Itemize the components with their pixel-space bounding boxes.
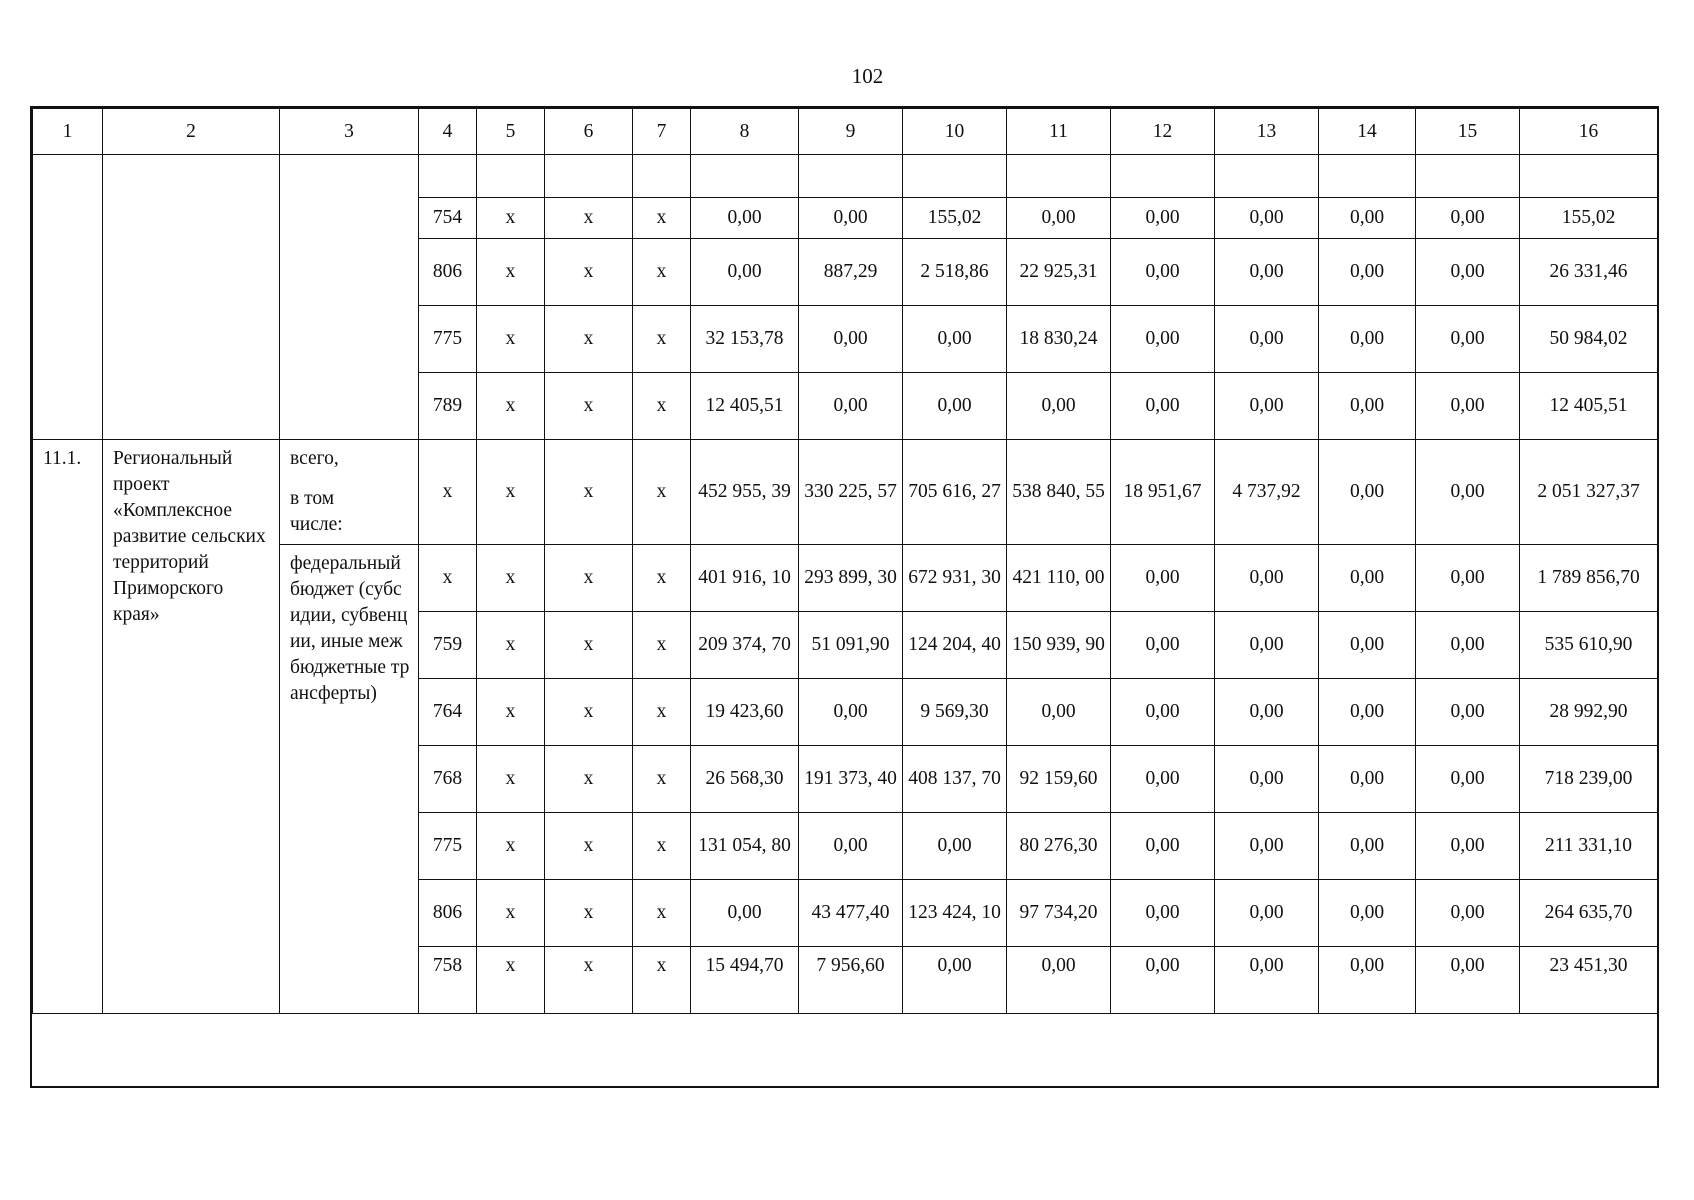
cell-c6: x <box>545 813 633 880</box>
header-cell-9: 9 <box>799 109 903 155</box>
cell-c13: 0,00 <box>1215 306 1319 373</box>
cell-c11: 80 276,30 <box>1007 813 1111 880</box>
cell-c12: 0,00 <box>1111 198 1215 239</box>
cell-c5: x <box>477 440 545 545</box>
cell-c9: 0,00 <box>799 198 903 239</box>
cell-c10: 0,00 <box>903 813 1007 880</box>
cell-c14: 0,00 <box>1319 746 1416 813</box>
cell-c7: x <box>633 947 691 1014</box>
cell-empty <box>1319 155 1416 198</box>
cell-c8: 0,00 <box>691 198 799 239</box>
header-cell-12: 12 <box>1111 109 1215 155</box>
cell-empty <box>1007 155 1111 198</box>
cell-c10: 705 616, 27 <box>903 440 1007 545</box>
cell-c5: x <box>477 545 545 612</box>
cell-c12: 18 951,67 <box>1111 440 1215 545</box>
cell-c8: 452 955, 39 <box>691 440 799 545</box>
cell-c4: 758 <box>419 947 477 1014</box>
cell-c11: 92 159,60 <box>1007 746 1111 813</box>
header-cell-11: 11 <box>1007 109 1111 155</box>
cell-c16: 264 635,70 <box>1520 880 1658 947</box>
header-cell-5: 5 <box>477 109 545 155</box>
cell-c7: x <box>633 880 691 947</box>
cell-empty <box>799 155 903 198</box>
cell-c9: 0,00 <box>799 306 903 373</box>
cell-c8: 26 568,30 <box>691 746 799 813</box>
cell-c9: 0,00 <box>799 679 903 746</box>
cell-c15: 0,00 <box>1416 440 1520 545</box>
cell-c16: 50 984,02 <box>1520 306 1658 373</box>
total-label-main: всего, <box>290 448 339 469</box>
cell-c5: x <box>477 746 545 813</box>
cell-c11: 18 830,24 <box>1007 306 1111 373</box>
cell-c15: 0,00 <box>1416 239 1520 306</box>
header-cell-7: 7 <box>633 109 691 155</box>
header-cell-8: 8 <box>691 109 799 155</box>
cell-c14: 0,00 <box>1319 679 1416 746</box>
cell-c12: 0,00 <box>1111 813 1215 880</box>
cell-c4: 775 <box>419 306 477 373</box>
page-number: 102 <box>851 64 884 88</box>
cell-c5: x <box>477 306 545 373</box>
cell-c15: 0,00 <box>1416 746 1520 813</box>
cell-c5: x <box>477 880 545 947</box>
cell-c6: x <box>545 947 633 1014</box>
cell-c15: 0,00 <box>1416 545 1520 612</box>
cell-c12: 0,00 <box>1111 679 1215 746</box>
cell-c16: 26 331,46 <box>1520 239 1658 306</box>
cell-c14: 0,00 <box>1319 813 1416 880</box>
total-label <box>280 440 419 545</box>
budget-table <box>32 108 1658 1014</box>
header-cell-3: 3 <box>280 109 419 155</box>
cell-c14: 0,00 <box>1319 612 1416 679</box>
cell-c13: 0,00 <box>1215 612 1319 679</box>
cell-c16: 211 331,10 <box>1520 813 1658 880</box>
cell-empty <box>903 155 1007 198</box>
cell-c14: 0,00 <box>1319 545 1416 612</box>
cell-c7: x <box>633 198 691 239</box>
cell-c12: 0,00 <box>1111 306 1215 373</box>
cell-c6: x <box>545 373 633 440</box>
cell-c7: x <box>633 813 691 880</box>
cell-c9: 191 373, 40 <box>799 746 903 813</box>
cell-c10: 0,00 <box>903 947 1007 1014</box>
cell-c7: x <box>633 306 691 373</box>
header-cell-4: 4 <box>419 109 477 155</box>
cell-c16: 535 610,90 <box>1520 612 1658 679</box>
cell-c15: 0,00 <box>1416 612 1520 679</box>
cell-empty <box>1111 155 1215 198</box>
cell-c9: 0,00 <box>799 373 903 440</box>
table-row <box>33 155 1658 198</box>
cell-c14: 0,00 <box>1319 198 1416 239</box>
cell-c2 <box>103 155 280 440</box>
cell-c10: 123 424, 10 <box>903 880 1007 947</box>
cell-c16: 155,02 <box>1520 198 1658 239</box>
cell-c10: 0,00 <box>903 373 1007 440</box>
cell-empty <box>1416 155 1520 198</box>
cell-c11: 538 840, 55 <box>1007 440 1111 545</box>
cell-c6: x <box>545 880 633 947</box>
cell-c6: x <box>545 679 633 746</box>
cell-empty <box>1520 155 1658 198</box>
cell-c8: 401 916, 10 <box>691 545 799 612</box>
cell-c13: 0,00 <box>1215 947 1319 1014</box>
cell-c10: 124 204, 40 <box>903 612 1007 679</box>
cell-c5: x <box>477 947 545 1014</box>
cell-c5: x <box>477 198 545 239</box>
header-cell-1: 1 <box>33 109 103 155</box>
cell-c4: 806 <box>419 880 477 947</box>
cell-c9: 330 225, 57 <box>799 440 903 545</box>
cell-c15: 0,00 <box>1416 679 1520 746</box>
cell-empty <box>419 155 477 198</box>
cell-c5: x <box>477 612 545 679</box>
cell-c8: 12 405,51 <box>691 373 799 440</box>
cell-c7: x <box>633 239 691 306</box>
cell-c9: 887,29 <box>799 239 903 306</box>
cell-c13: 0,00 <box>1215 373 1319 440</box>
cell-c12: 0,00 <box>1111 880 1215 947</box>
cell-c11: 22 925,31 <box>1007 239 1111 306</box>
cell-c14: 0,00 <box>1319 440 1416 545</box>
cell-c4: x <box>419 545 477 612</box>
cell-c8: 0,00 <box>691 880 799 947</box>
cell-c8: 131 054, 80 <box>691 813 799 880</box>
cell-c16: 718 239,00 <box>1520 746 1658 813</box>
cell-c10: 0,00 <box>903 306 1007 373</box>
cell-c4: x <box>419 440 477 545</box>
cell-empty <box>691 155 799 198</box>
cell-empty <box>1215 155 1319 198</box>
cell-c7: x <box>633 679 691 746</box>
cell-c16: 2 051 327,37 <box>1520 440 1658 545</box>
cell-c15: 0,00 <box>1416 880 1520 947</box>
cell-c6: x <box>545 306 633 373</box>
cell-c8: 19 423,60 <box>691 679 799 746</box>
cell-c16: 23 451,30 <box>1520 947 1658 1014</box>
header-cell-13: 13 <box>1215 109 1319 155</box>
cell-c9: 51 091,90 <box>799 612 903 679</box>
cell-c11: 0,00 <box>1007 198 1111 239</box>
cell-c8: 32 153,78 <box>691 306 799 373</box>
cell-c4: 754 <box>419 198 477 239</box>
cell-c16: 12 405,51 <box>1520 373 1658 440</box>
cell-c12: 0,00 <box>1111 239 1215 306</box>
header-cell-10: 10 <box>903 109 1007 155</box>
cell-c6: x <box>545 198 633 239</box>
cell-c9: 43 477,40 <box>799 880 903 947</box>
cell-c16: 1 789 856,70 <box>1520 545 1658 612</box>
cell-c13: 0,00 <box>1215 746 1319 813</box>
cell-c4: 768 <box>419 746 477 813</box>
cell-c5: x <box>477 373 545 440</box>
cell-c10: 672 931, 30 <box>903 545 1007 612</box>
cell-c13: 0,00 <box>1215 545 1319 612</box>
cell-c6: x <box>545 746 633 813</box>
cell-c9: 7 956,60 <box>799 947 903 1014</box>
cell-c10: 2 518,86 <box>903 239 1007 306</box>
cell-c14: 0,00 <box>1319 373 1416 440</box>
cell-c4: 775 <box>419 813 477 880</box>
cell-c7: x <box>633 612 691 679</box>
cell-c14: 0,00 <box>1319 880 1416 947</box>
cell-c11: 0,00 <box>1007 947 1111 1014</box>
cell-c4: 759 <box>419 612 477 679</box>
cell-c1 <box>33 155 103 440</box>
cell-c7: x <box>633 440 691 545</box>
cell-empty <box>545 155 633 198</box>
cell-c12: 0,00 <box>1111 746 1215 813</box>
cell-c4: 806 <box>419 239 477 306</box>
cell-c14: 0,00 <box>1319 306 1416 373</box>
cell-c12: 0,00 <box>1111 373 1215 440</box>
cell-c3 <box>280 155 419 440</box>
cell-c15: 0,00 <box>1416 813 1520 880</box>
cell-c12: 0,00 <box>1111 545 1215 612</box>
cell-c13: 0,00 <box>1215 813 1319 880</box>
cell-c5: x <box>477 679 545 746</box>
row-number: 11.1. <box>33 440 103 1014</box>
cell-empty <box>477 155 545 198</box>
cell-c15: 0,00 <box>1416 198 1520 239</box>
cell-c13: 4 737,92 <box>1215 440 1319 545</box>
cell-c11: 150 939, 90 <box>1007 612 1111 679</box>
total-label-sub: в том числе: <box>290 488 343 535</box>
cell-c10: 408 137, 70 <box>903 746 1007 813</box>
cell-c13: 0,00 <box>1215 679 1319 746</box>
header-cell-6: 6 <box>545 109 633 155</box>
cell-c7: x <box>633 373 691 440</box>
cell-c8: 15 494,70 <box>691 947 799 1014</box>
header-cell-16: 16 <box>1520 109 1658 155</box>
cell-c7: x <box>633 746 691 813</box>
cell-c10: 9 569,30 <box>903 679 1007 746</box>
federal-budget-label: федеральный бюджет (субсидии, субвенции, иные межбюджетные трансферты) <box>280 545 419 1014</box>
cell-c13: 0,00 <box>1215 880 1319 947</box>
cell-c6: x <box>545 440 633 545</box>
cell-c8: 209 374, 70 <box>691 612 799 679</box>
table-row <box>33 440 1658 545</box>
cell-c14: 0,00 <box>1319 239 1416 306</box>
header-cell-2: 2 <box>103 109 280 155</box>
cell-c15: 0,00 <box>1416 947 1520 1014</box>
cell-c5: x <box>477 239 545 306</box>
cell-c4: 764 <box>419 679 477 746</box>
project-name: Региональный проект «Комплексное развитие сельских территорий Приморского края» <box>103 440 280 1014</box>
cell-c6: x <box>545 612 633 679</box>
cell-c4: 789 <box>419 373 477 440</box>
cell-c9: 293 899, 30 <box>799 545 903 612</box>
cell-c11: 421 110, 00 <box>1007 545 1111 612</box>
cell-c8: 0,00 <box>691 239 799 306</box>
cell-c16: 28 992,90 <box>1520 679 1658 746</box>
header-cell-15: 15 <box>1416 109 1520 155</box>
cell-c15: 0,00 <box>1416 306 1520 373</box>
cell-c9: 0,00 <box>799 813 903 880</box>
cell-c11: 97 734,20 <box>1007 880 1111 947</box>
header-row <box>33 109 1658 155</box>
cell-c5: x <box>477 813 545 880</box>
header-cell-14: 14 <box>1319 109 1416 155</box>
cell-c10: 155,02 <box>903 198 1007 239</box>
cell-c12: 0,00 <box>1111 947 1215 1014</box>
cell-c15: 0,00 <box>1416 373 1520 440</box>
cell-c11: 0,00 <box>1007 679 1111 746</box>
cell-c11: 0,00 <box>1007 373 1111 440</box>
cell-c7: x <box>633 545 691 612</box>
cell-c14: 0,00 <box>1319 947 1416 1014</box>
cell-c13: 0,00 <box>1215 239 1319 306</box>
cell-c13: 0,00 <box>1215 198 1319 239</box>
cell-c6: x <box>545 545 633 612</box>
cell-c6: x <box>545 239 633 306</box>
cell-empty <box>633 155 691 198</box>
cell-c12: 0,00 <box>1111 612 1215 679</box>
